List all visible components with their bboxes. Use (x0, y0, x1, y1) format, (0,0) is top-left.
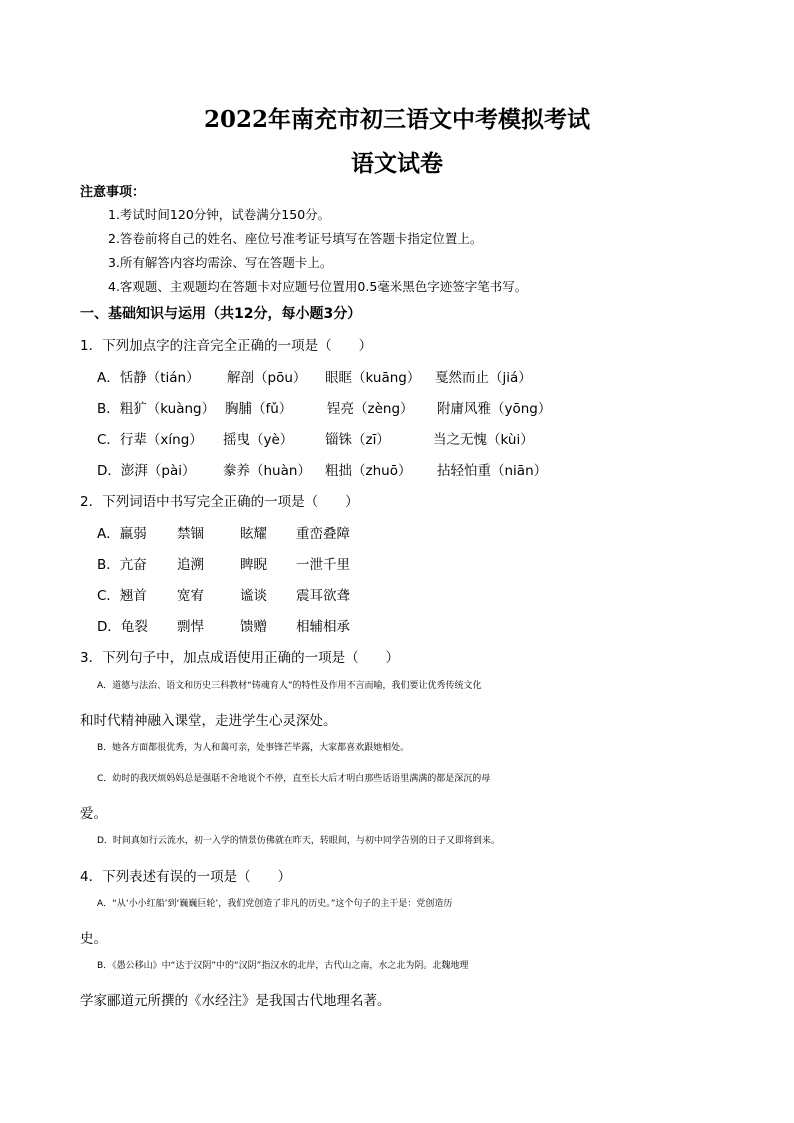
question-3-line: C．幼时的我厌烦妈妈总是强聒不舍地说个不停，直至长大后才明白那些话语里满满的都是深沉的母 (97, 774, 491, 784)
question-3-line: 爱。 (80, 806, 107, 822)
option-word: B．亢奋 (97, 557, 147, 573)
option-word: 相辅相承 (296, 619, 350, 635)
option-word: A．羸弱 (97, 526, 147, 542)
option-word: D．澎湃（pài） (97, 463, 196, 479)
option-word: 一泄千里 (296, 557, 350, 573)
option-word: 戛然而止（jiá） (435, 370, 532, 386)
option-word: D．龟裂 (97, 619, 148, 635)
question-3-line: D．时间真如行云流水，初一入学的情景仿佛就在昨天，转眼间，与初中同学告别的日子又即将到来。 (97, 836, 500, 846)
option-word: 胸脯（fǔ） (225, 401, 293, 417)
option-word: 粗拙（zhuō） (325, 463, 412, 479)
option-word: 眩耀 (240, 526, 267, 542)
option-word: 当之无愧（kùi） (433, 432, 534, 448)
option-word: 拈轻怕重（niān） (437, 463, 548, 479)
option-word: A．恬静（tián） (97, 370, 200, 386)
note-item: 4.客观题、主观题均在答题卡对应题号位置用0.5毫米黑色字迹签字笔书写。 (108, 279, 528, 294)
exam-title: 2022年南充市初三语文中考模拟考试 (203, 106, 590, 133)
notes-heading: 注意事项： (80, 185, 146, 200)
question-4-line: A．“从‘小小红船’到‘巍巍巨轮’，我们党创造了非凡的历史。”这个句子的主干是：党创造历 (97, 899, 453, 909)
option-word: 追溯 (177, 557, 204, 573)
note-item: 3.所有解答内容均需涂、写在答题卡上。 (108, 255, 333, 270)
question-3-line: B．她各方面都很优秀，为人和蔼可亲，处事锋芒毕露，大家都喜欢跟她相处。 (97, 743, 410, 753)
option-word: 宽宥 (177, 588, 204, 604)
question-1-stem: 1．下列加点字的注音完全正确的一项是（ ） (80, 338, 373, 354)
option-word: 解剖（pōu） (227, 370, 307, 386)
note-item: 2.答卷前将自己的姓名、座位号准考证号填写在答题卡指定位置上。 (108, 231, 483, 246)
question-4-stem: 4．下列表述有误的一项是（ ） (80, 869, 292, 885)
option-word: C．行辈（xíng） (97, 432, 203, 448)
option-word: 锱铢（zī） (325, 432, 390, 448)
note-item: 1.考试时间120分钟，试卷满分150分。 (108, 207, 331, 222)
option-word: 豢养（huàn） (223, 463, 311, 479)
option-word: 震耳欲聋 (296, 588, 350, 604)
option-word: B．粗犷（kuàng） (97, 401, 216, 417)
option-word: 剽悍 (177, 619, 204, 635)
option-word: 摇曳（yè） (223, 432, 294, 448)
option-word: 睥睨 (240, 557, 267, 573)
option-word: 附庸风雅（yōng） (437, 401, 552, 417)
question-2-stem: 2．下列词语中书写完全正确的一项是（ ） (80, 494, 359, 510)
option-word: 眼眶（kuāng） (325, 370, 421, 386)
exam-subtitle: 语文试卷 (351, 150, 443, 177)
option-word: C．翘首 (97, 588, 147, 604)
option-word: 馈赠 (240, 619, 267, 635)
option-word: 重峦叠障 (296, 526, 350, 542)
question-3-line: A．道德与法治、语文和历史三科教材“铸魂育人”的特性及作用不言而喻，我们要让优秀传统文化 (97, 681, 482, 691)
section-heading: 一、基础知识与运用（共12分，每小题3分） (80, 306, 362, 322)
question-3-stem: 3．下列句子中，加点成语使用正确的一项是（ ） (80, 650, 400, 666)
question-4-line: 学家郦道元所撰的《水经注》是我国古代地理名著。 (80, 993, 391, 1009)
question-3-line: 和时代精神融入课堂，走进学生心灵深处。 (80, 713, 337, 729)
option-word: 锃亮（zèng） (327, 401, 414, 417)
question-4-line: B．《愚公移山》中“达于汉阴”中的“汉阴”指汉水的北岸，古代山之南，水之北为阴。北魏地理 (97, 961, 469, 971)
option-word: 谧谈 (240, 588, 267, 604)
option-word: 禁锢 (177, 526, 204, 542)
question-4-line: 史。 (80, 931, 107, 947)
